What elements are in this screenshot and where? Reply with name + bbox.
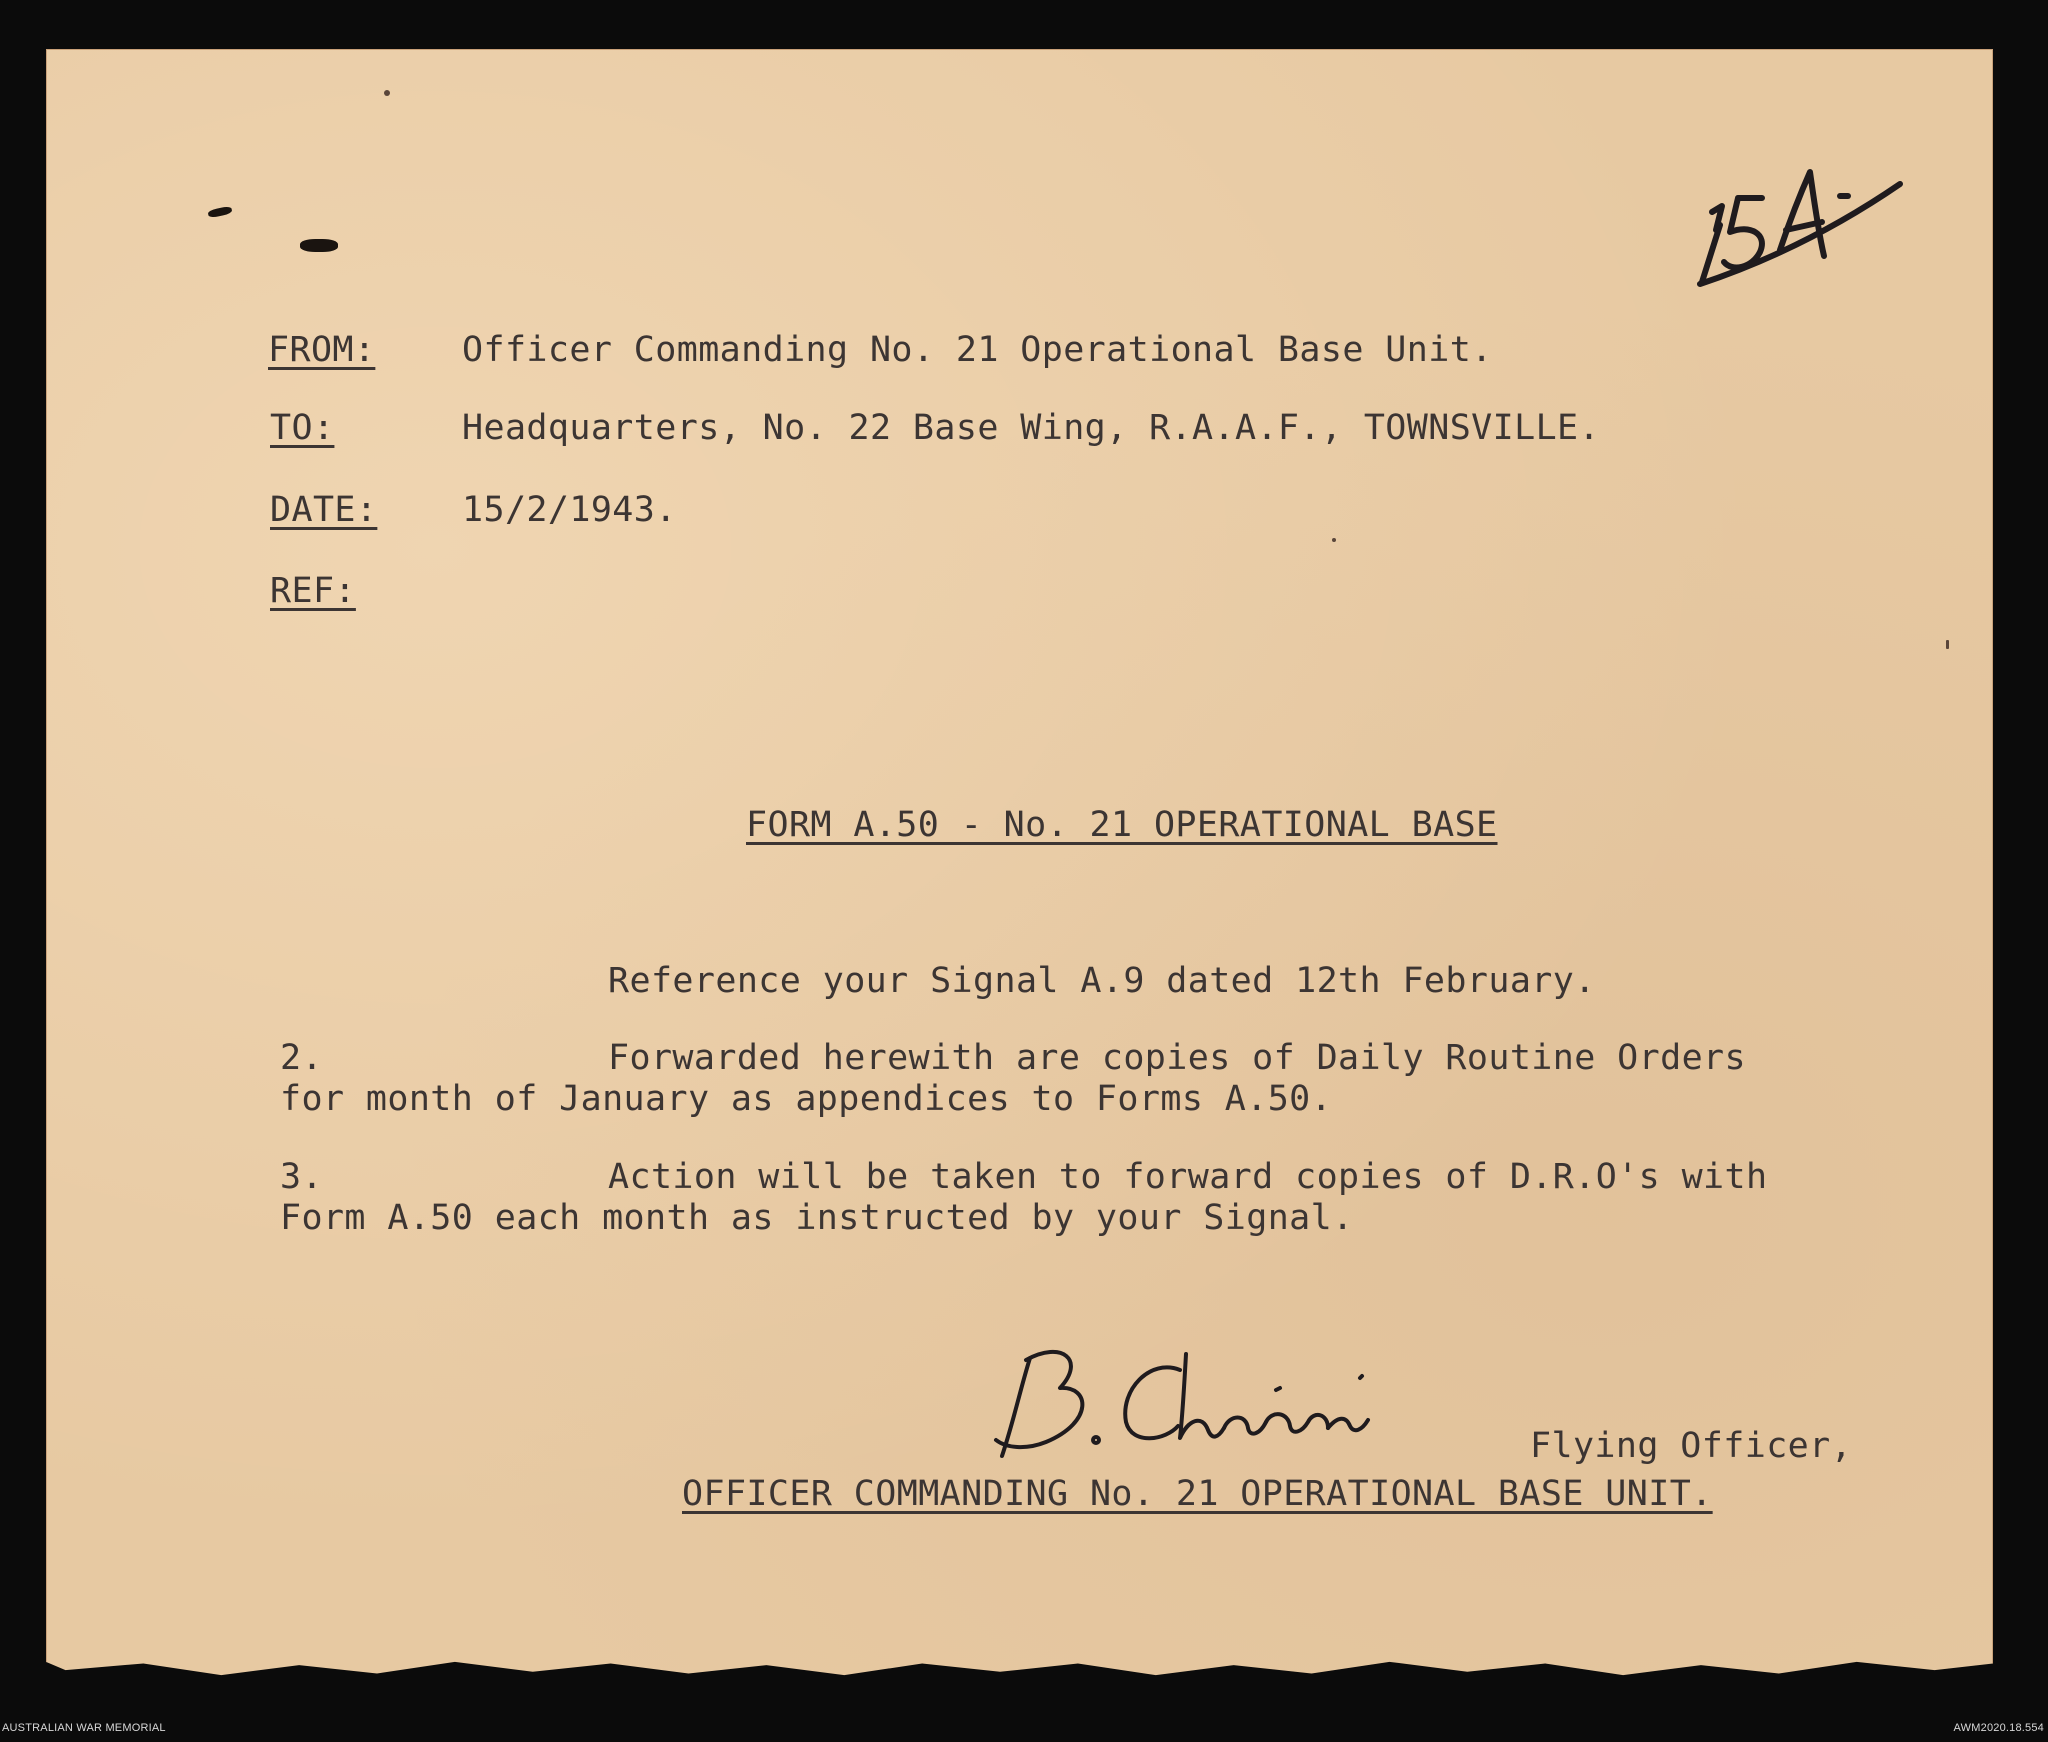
archive-credit: AUSTRALIAN WAR MEMORIAL (2, 1722, 166, 1734)
paragraph-3-number: 3. (280, 1157, 323, 1197)
paragraph-2-line-1: Forwarded herewith are copies of Daily Routine Orders (608, 1038, 1747, 1078)
paper-speck (384, 90, 390, 96)
ref-label: REF: (270, 571, 356, 611)
handwritten-signature (990, 1330, 1410, 1470)
folio-annotation (1690, 160, 1910, 290)
to-label: TO: (270, 408, 335, 448)
subject-heading: FORM A.50 - No. 21 OPERATIONAL BASE (746, 805, 1498, 845)
date-label: DATE: (270, 490, 378, 530)
paper-speck (1332, 538, 1336, 542)
accession-number: AWM2020.18.554 (1953, 1722, 2044, 1734)
signatory-title: OFFICER COMMANDING No. 21 OPERATIONAL BASE UNIT. (682, 1474, 1713, 1514)
to-value: Headquarters, No. 22 Base Wing, R.A.A.F., TOWNSVILLE. (462, 408, 1601, 448)
paragraph-3-line-2: Form A.50 each month as instructed by your Signal. (280, 1198, 1354, 1238)
paper-speck (1946, 640, 1949, 649)
from-label: FROM: (268, 330, 376, 370)
paragraph-1: Reference your Signal A.9 dated 12th February. (608, 961, 1596, 1001)
signatory-rank: Flying Officer, (1530, 1426, 1853, 1466)
paragraph-3-line-1: Action will be taken to forward copies of D.R.O's with (608, 1157, 1768, 1197)
paragraph-2-number: 2. (280, 1038, 323, 1078)
paragraph-2-line-2: for month of January as appendices to Forms A.50. (280, 1079, 1333, 1119)
date-value: 15/2/1943. (462, 490, 677, 530)
signature-scrawl-icon (990, 1330, 1410, 1470)
from-value: Officer Commanding No. 21 Operational Base Unit. (462, 330, 1493, 370)
punch-hole-lower (300, 239, 338, 252)
folio-handwriting-icon (1690, 160, 1910, 290)
